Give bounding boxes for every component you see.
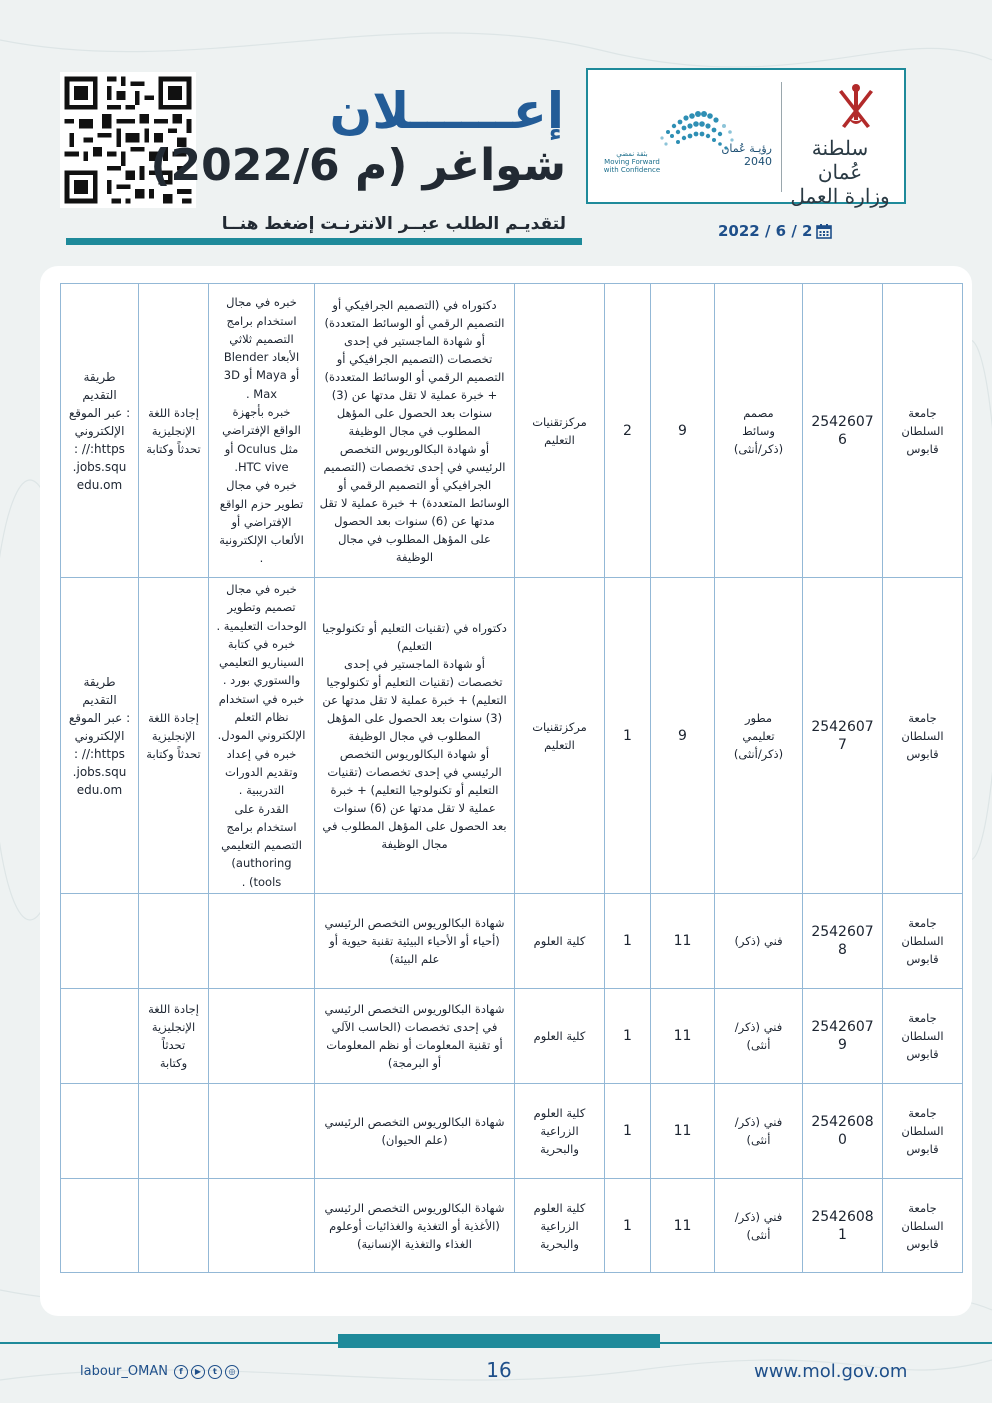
count-cell: 1 xyxy=(605,1179,651,1273)
footer-accent-bar xyxy=(338,1334,660,1348)
count-cell: 2 xyxy=(605,284,651,578)
vision-2040-text: رؤيـة عُمان 2040 xyxy=(721,142,772,168)
language-cell xyxy=(139,894,209,989)
count-cell: 1 xyxy=(605,1084,651,1179)
job-code-cell: 25426076 xyxy=(803,284,883,578)
table-row xyxy=(61,1179,963,1273)
job-code-cell: 25426081 xyxy=(803,1179,883,1273)
oman-emblem-icon xyxy=(828,80,884,136)
instagram-icon[interactable]: ◎ xyxy=(225,1365,239,1379)
department-cell: كلية العلوم xyxy=(515,894,605,989)
experience-cell xyxy=(209,989,315,1084)
requirements-cell: دكتوراه في (التصميم الجرافيكي أو التصميم الرقمي أو الوسائط المتعددة) أو شهادة الماجستير في إحدى تخصصات (التصميم الجرافيكي أو التصميم الرقمي أو الوسائط المتعددة) + خبرة عملية لا تقل مدتها عن (3) سنوات بعد الحصول على المؤهل المطلوب في مجال الوظيفة أو شهادة البكالوريوس التخصص الرئيسي في إحدى تخصصات (التصميم الجرافيكي أو التصميم الرقمي أو الوسائط المتعددة) + خبرة عملية لا تقل مدتها عن (6) سنوات بعد الحصول على المؤهل المطلوب في مجال الوظيفة xyxy=(315,284,515,578)
grade-cell: 11 xyxy=(651,1179,715,1273)
table-row xyxy=(61,1084,963,1179)
requirements-cell: دكتوراه في (تقنيات التعليم أو تكنولوجيا التعليم) أو شهادة الماجستير في إحدى تخصصات (تقنيات التعليم أو تكنولوجيا التعليم) + خبرة عملية لا تقل مدتها عن (3) سنوات بعد الحصول على المؤهل المطلوب في مجال الوظيفة أو شهادة البكالوريوس التخصص الرئيسي في إحدى تخصصات (تقنيات التعليم أو تكنولوجيا التعليم) + خبرة عملية لا تقل مدتها عن (6) سنوات بعد الحصول على المؤهل المطلوب في مجال الوظيفة xyxy=(315,578,515,894)
application-method-cell: طريقة التقديم : عبر الموقع الإلكتروني https:// : jobs.squ. edu.om xyxy=(61,284,139,578)
job-code-cell: 25426077 xyxy=(803,578,883,894)
department-cell: كلية العلوم الزراعية والبحرية xyxy=(515,1179,605,1273)
twitter-icon[interactable]: t xyxy=(208,1365,222,1379)
application-method-cell xyxy=(61,989,139,1084)
job-code-cell: 25426079 xyxy=(803,989,883,1084)
requirements-cell: شهادة البكالوريوس التخصص الرئيسي في إحدى تخصصات (الحاسب الآلي أو تقنية المعلومات أو نظم المعلومات أو البرمجة) xyxy=(315,989,515,1084)
department-cell: مركزتقنيات التعليم xyxy=(515,578,605,894)
social-handle: labour_OMAN xyxy=(80,1364,168,1379)
count-cell: 1 xyxy=(605,989,651,1084)
job-code-cell: 25426078 xyxy=(803,894,883,989)
language-cell: إجادة اللغة الإنجليزية تحدثاً وكتابة xyxy=(139,578,209,894)
apply-online-link[interactable]: لتقديـم الطلب عبــر الانترنـت إضغط هنــا xyxy=(221,214,566,234)
vacancies-title: شواغر (م 2022/6) xyxy=(150,140,566,191)
date-display xyxy=(718,220,832,242)
grade-cell: 11 xyxy=(651,894,715,989)
job-code-cell: 25426080 xyxy=(803,1084,883,1179)
table-row xyxy=(61,894,963,989)
experience-cell: خبره في مجال تصميم وتطوير الوحدات التعليمية . خبره في كتابة السيناريو التعليمي والستوري بورد . خبره في استخدام نظام التعلم الإلكتروني المودل. خبره في إعداد وتقديم الدورات التدريبية . القدرة على استخدام برامج التصميم التعليمي authoring) tools) . xyxy=(209,578,315,894)
department-cell: كلية العلوم الزراعية والبحرية xyxy=(515,1084,605,1179)
vision-subtitle: بثقة نمضي Moving Forward with Confidence xyxy=(603,150,661,174)
calendar-icon xyxy=(816,223,832,239)
employer-cell: جامعة السلطان قابوس xyxy=(883,1084,963,1179)
grade-cell: 9 xyxy=(651,578,715,894)
employer-cell: جامعة السلطان قابوس xyxy=(883,1179,963,1273)
employer-cell: جامعة السلطان قابوس xyxy=(883,284,963,578)
requirements-cell: شهادة البكالوريوس التخصص الرئيسي (علم الحيوان) xyxy=(315,1084,515,1179)
employer-cell: جامعة السلطان قابوس xyxy=(883,894,963,989)
title-underline-bar xyxy=(66,238,582,245)
experience-cell xyxy=(209,1084,315,1179)
job-title-cell: فني (ذكر) xyxy=(715,894,803,989)
application-method-cell xyxy=(61,1084,139,1179)
requirements-cell: شهادة البكالوريوس التخصص الرئيسي (الأغذية أو التغذية والغذائيات أوعلوم الغذاء والتغذية الإنسانية) xyxy=(315,1179,515,1273)
youtube-icon[interactable]: ▶ xyxy=(191,1365,205,1379)
job-title-cell: فني (ذكر/ أنثى) xyxy=(715,989,803,1084)
language-cell: إجادة اللغة الإنجليزية تحدثاً وكتابة xyxy=(139,284,209,578)
department-cell: كلية العلوم xyxy=(515,989,605,1084)
grade-cell: 9 xyxy=(651,284,715,578)
vacancies-table xyxy=(60,283,963,1273)
social-links xyxy=(80,1364,239,1379)
announcement-date: 2022 / 6 / 2 xyxy=(718,222,813,240)
logo-divider xyxy=(781,82,782,192)
job-title-cell: فني (ذكر/ أنثى) xyxy=(715,1179,803,1273)
job-title-cell: مصمم وسائط (ذكر/أنثى) xyxy=(715,284,803,578)
employer-cell: جامعة السلطان قابوس xyxy=(883,578,963,894)
table-row xyxy=(61,989,963,1084)
department-cell: مركزتقنيات التعليم xyxy=(515,284,605,578)
experience-cell xyxy=(209,1179,315,1273)
application-method-cell xyxy=(61,894,139,989)
experience-cell: خبره في مجال استخدام برامج التصميم ثلاثي الأبعاد Blender أو Maya أو 3D Max . خبره بأجهزة الواقع الإفتراضي مثل Oculus أو HTC vive. خبره في مجال تطوير حزم الواقع الإفتراضي أو الألعاب الإلكترونية . xyxy=(209,284,315,578)
language-cell xyxy=(139,1179,209,1273)
table-row xyxy=(61,284,963,578)
job-title-cell: فني (ذكر/ أنثى) xyxy=(715,1084,803,1179)
announcement-title: إعــــــلان xyxy=(329,82,564,140)
application-method-cell: طريقة التقديم : عبر الموقع الإلكتروني https:// : jobs.squ. edu.om xyxy=(61,578,139,894)
application-method-cell xyxy=(61,1179,139,1273)
experience-cell xyxy=(209,894,315,989)
grade-cell: 11 xyxy=(651,989,715,1084)
ministry-name: سلطنة عُمان وزارة العمل xyxy=(790,136,890,208)
requirements-cell: شهادة البكالوريوس التخصص الرئيسي (أحياء أو الأحياء البيئية تقنية حيوية أو علم البيئة) xyxy=(315,894,515,989)
job-title-cell: مطور تعليمي (ذكر/أنثى) xyxy=(715,578,803,894)
count-cell: 1 xyxy=(605,578,651,894)
page-number: 16 xyxy=(486,1358,512,1382)
employer-cell: جامعة السلطان قابوس xyxy=(883,989,963,1084)
ministry-logo-box xyxy=(586,68,906,208)
grade-cell: 11 xyxy=(651,1084,715,1179)
language-cell: إجادة اللغة الإنجليزية تحدثاً وكتابة xyxy=(139,989,209,1084)
website-link[interactable]: www.mol.gov.om xyxy=(754,1361,908,1382)
language-cell xyxy=(139,1084,209,1179)
facebook-icon[interactable]: f xyxy=(174,1365,188,1379)
table-row xyxy=(61,578,963,894)
count-cell: 1 xyxy=(605,894,651,989)
